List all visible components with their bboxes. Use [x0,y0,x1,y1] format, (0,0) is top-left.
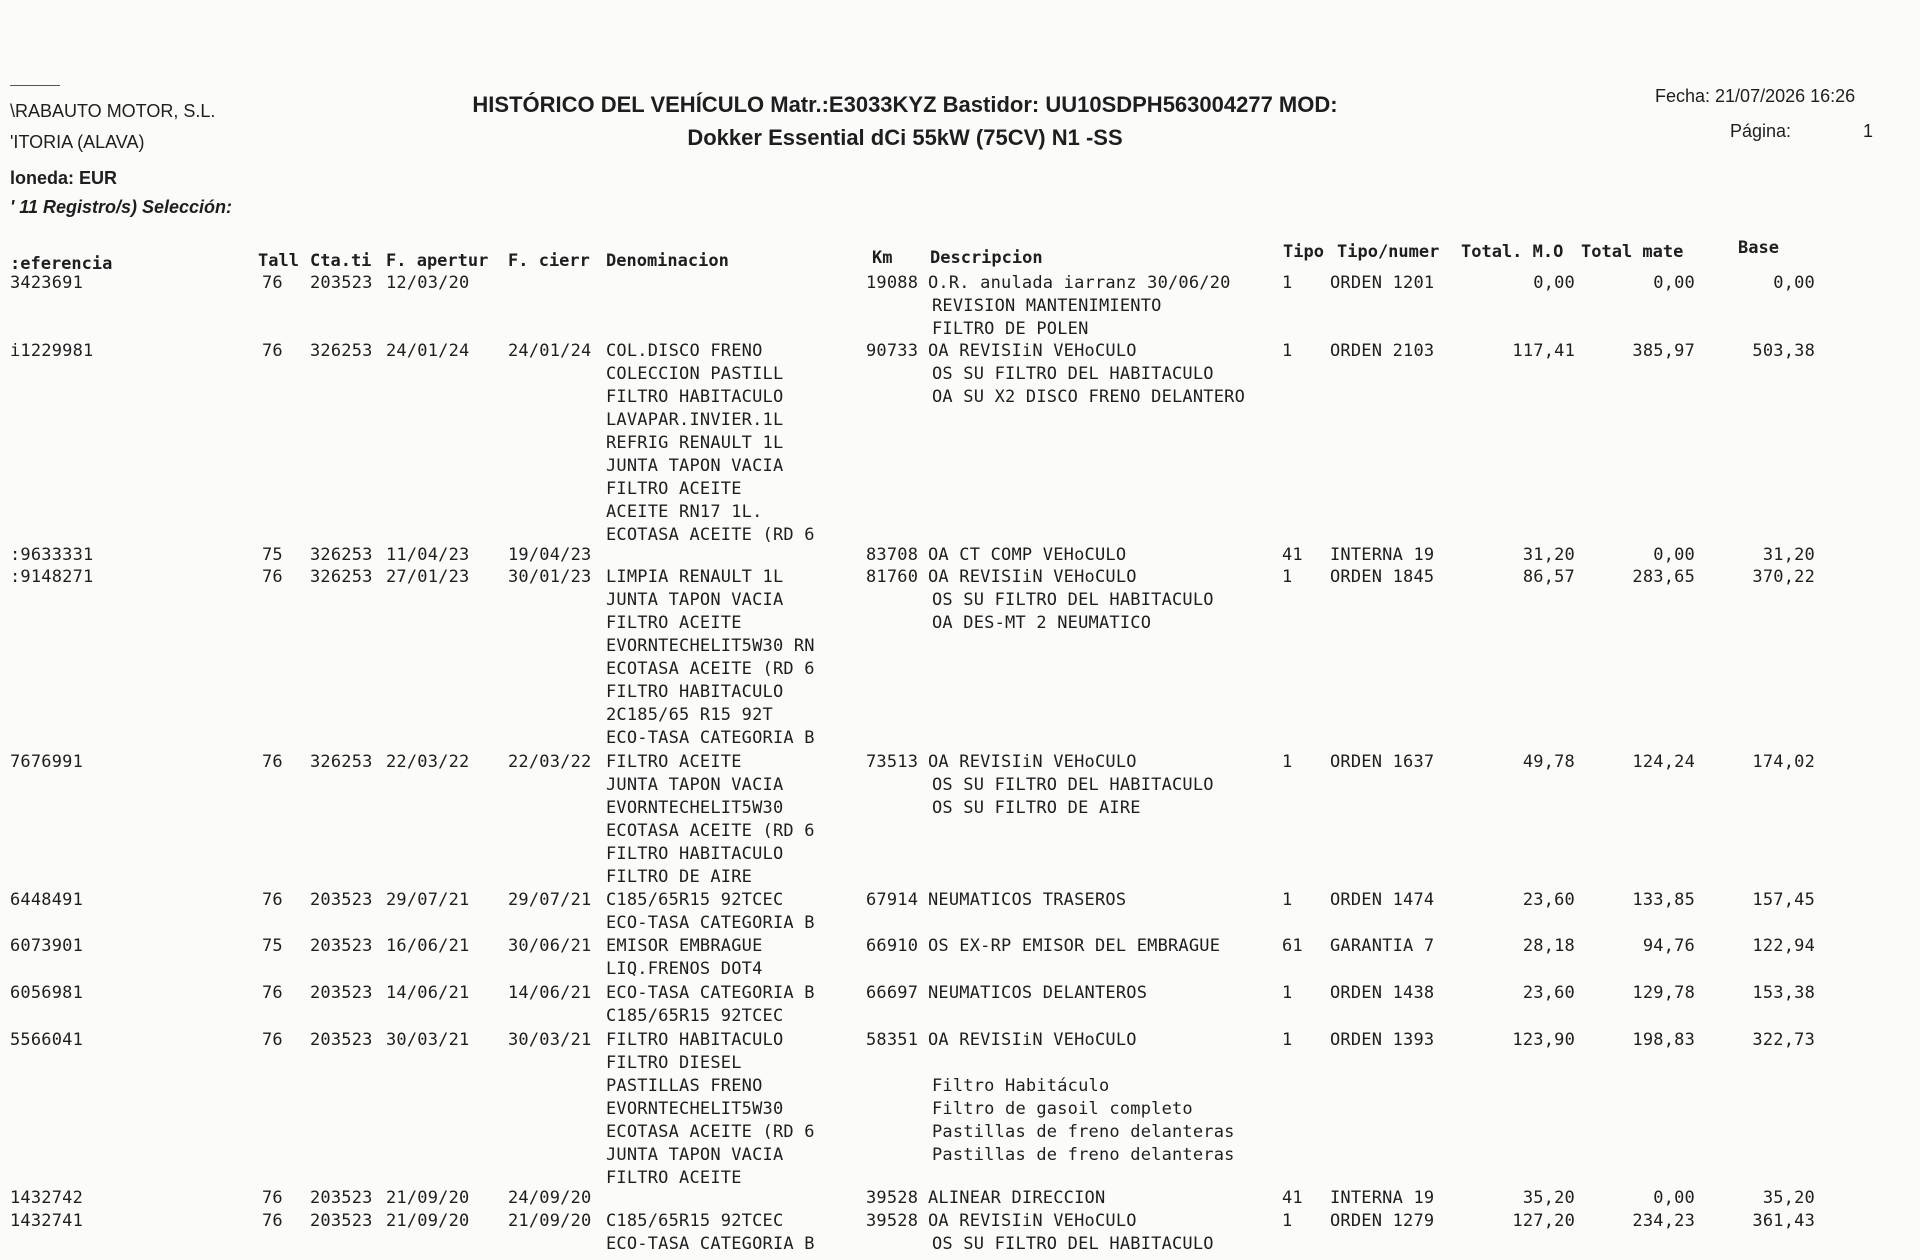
cell-fci: 30/03/21 [508,1030,592,1050]
cell-tmo: 49,78 [1522,752,1575,772]
cell-base: 322,73 [1752,1030,1815,1050]
cell-denominacion-line: REFRIG RENAULT 1L [606,433,784,453]
cell-fci: 14/06/21 [508,983,592,1003]
cell-km: 66910 [866,936,919,956]
cell-fap: 24/01/24 [386,341,470,361]
cell-descripcion-line: REVISION MANTENIMIENTO [932,296,1162,316]
cell-tmo: 23,60 [1522,983,1575,1003]
cell-denominacion-line: JUNTA TAPON VACIA [606,590,784,610]
cell-tall: 76 [262,567,283,587]
cell-tmat: 133,85 [1632,890,1695,910]
cell-tnum: GARANTIA 7 [1330,936,1435,956]
cell-ref: 1432742 [10,1188,84,1208]
cell-descripcion-line: OS SU FILTRO DEL HABITACULO [932,775,1214,795]
cell-denominacion-line: ECO-TASA CATEGORIA B [606,913,815,933]
cell-tnum: ORDEN 1201 [1330,273,1435,293]
cell-tnum: ORDEN 1279 [1330,1211,1435,1231]
cell-denominacion-line: ECOTASA ACEITE (RD 6 [606,525,815,545]
cell-base: 153,38 [1752,983,1815,1003]
cell-tipo: 61 [1282,936,1303,956]
records-selection: ' 11 Registro/s) Selección: [10,197,233,217]
cell-denominacion-line: EVORNTECHELIT5W30 RN [606,636,815,656]
page-title [380,88,1430,154]
cell-descripcion-line: OS SU FILTRO DEL HABITACULO [932,1234,1214,1254]
cell-descripcion-line: Filtro Habitáculo [932,1076,1110,1096]
cell-descripcion-line: OA REVISIiN VEHoCULO [928,1211,1137,1231]
cell-tmat: 124,24 [1632,752,1695,772]
cell-tall: 76 [262,1030,283,1050]
cell-fap: 29/07/21 [386,890,470,910]
cell-tipo: 41 [1282,545,1303,565]
cell-denominacion-line: ACEITE RN17 1L. [606,502,763,522]
cell-tipo: 41 [1282,1188,1303,1208]
cell-tmo: 35,20 [1522,1188,1575,1208]
cell-denominacion-line: EVORNTECHELIT5W30 [606,1099,784,1119]
cell-denominacion-line: FILTRO DE AIRE [606,867,753,887]
cell-denominacion-line: FILTRO HABITACULO [606,844,784,864]
cell-tmat: 94,76 [1642,936,1695,956]
cell-descripcion-line: OA REVISIiN VEHoCULO [928,752,1137,772]
cell-cta: 203523 [310,983,373,1003]
cell-descripcion-line: OS SU FILTRO DE AIRE [932,798,1141,818]
cell-cta: 203523 [310,936,373,956]
cell-denominacion-line: LAVAPAR.INVIER.1L [606,410,784,430]
cell-tnum: ORDEN 2103 [1330,341,1435,361]
cell-fci: 24/01/24 [508,341,592,361]
cell-denominacion-line: FILTRO HABITACULO [606,387,784,407]
cell-descripcion-line: Pastillas de freno delanteras [932,1145,1235,1165]
cell-denominacion-line: ECO-TASA CATEGORIA B [606,1234,815,1254]
cell-ref: 1432741 [10,1211,84,1231]
cell-cta: 203523 [310,273,373,293]
cell-fap: 14/06/21 [386,983,470,1003]
cell-ref: 6056981 [10,983,84,1003]
cell-tmo: 23,60 [1522,890,1575,910]
col-descripcion: Descripcion [930,248,1043,268]
cell-denominacion-line: FILTRO ACEITE [606,752,742,772]
cell-descripcion-line: OS SU FILTRO DEL HABITACULO [932,590,1214,610]
col-total-materiales: Total mate [1581,242,1684,262]
cell-tmo: 0,00 [1533,273,1575,293]
cell-tmat: 385,97 [1632,341,1695,361]
cell-descripcion-line: OA CT COMP VEHoCULO [928,545,1127,565]
cell-tnum: ORDEN 1845 [1330,567,1435,587]
cell-base: 174,02 [1752,752,1815,772]
cell-km: 83708 [866,545,919,565]
cell-tipo: 1 [1282,983,1293,1003]
cell-tall: 75 [262,936,283,956]
top-rule [10,85,60,86]
col-cuenta: Cta.ti [310,251,372,271]
cell-fap: 11/04/23 [386,545,470,565]
cell-fci: 19/04/23 [508,545,592,565]
cell-tmat: 283,65 [1632,567,1695,587]
cell-km: 66697 [866,983,919,1003]
title-line-2: Dokker Essential dCi 55kW (75CV) N1 -SS [687,125,1123,150]
cell-denominacion-line: ECOTASA ACEITE (RD 6 [606,1122,815,1142]
col-fecha-apertura: F. apertur [386,251,489,271]
cell-tmat: 0,00 [1653,545,1695,565]
cell-cta: 203523 [310,1188,373,1208]
cell-km: 19088 [866,273,919,293]
col-tipo-numero: Tipo/numer [1337,242,1440,262]
col-denominacion: Denominacion [606,251,729,271]
cell-tall: 75 [262,545,283,565]
cell-fap: 21/09/20 [386,1188,470,1208]
cell-denominacion-line: ECO-TASA CATEGORIA B [606,728,815,748]
cell-fci: 24/09/20 [508,1188,592,1208]
cell-denominacion-line: C185/65R15 92TCEC [606,1006,784,1026]
cell-fci: 21/09/20 [508,1211,592,1231]
cell-base: 361,43 [1752,1211,1815,1231]
cell-cta: 326253 [310,545,373,565]
cell-ref: 6448491 [10,890,84,910]
cell-tall: 76 [262,752,283,772]
cell-km: 90733 [866,341,919,361]
cell-denominacion-line: EVORNTECHELIT5W30 [606,798,784,818]
cell-descripcion-line: NEUMATICOS DELANTEROS [928,983,1148,1003]
cell-base: 35,20 [1762,1188,1815,1208]
cell-cta: 203523 [310,890,373,910]
cell-fap: 12/03/20 [386,273,470,293]
cell-tall: 76 [262,890,283,910]
cell-denominacion-line: FILTRO HABITACULO [606,1030,784,1050]
cell-ref: 5566041 [10,1030,84,1050]
cell-denominacion-line: C185/65R15 92TCEC [606,1211,784,1231]
cell-descripcion-line: ALINEAR DIRECCION [928,1188,1106,1208]
cell-denominacion-line: FILTRO ACEITE [606,613,742,633]
cell-tmat: 129,78 [1632,983,1695,1003]
cell-tmo: 123,90 [1512,1030,1575,1050]
report-date: Fecha: 21/07/2026 16:26 [1655,86,1856,106]
title-line-1: HISTÓRICO DEL VEHÍCULO Matr.:E3033KYZ Bastidor: UU10SDPH563004277 MOD: [472,92,1338,117]
cell-denominacion-line: LIMPIA RENAULT 1L [606,567,784,587]
cell-tipo: 1 [1282,752,1293,772]
cell-fap: 22/03/22 [386,752,470,772]
cell-km: 67914 [866,890,919,910]
cell-fci: 30/06/21 [508,936,592,956]
cell-descripcion-line: OA DES-MT 2 NEUMATICO [932,613,1152,633]
cell-denominacion-line: JUNTA TAPON VACIA [606,1145,784,1165]
cell-tnum: INTERNA 19 [1330,1188,1435,1208]
cell-tall: 76 [262,273,283,293]
cell-denominacion-line: PASTILLAS FRENO [606,1076,763,1096]
cell-tmo: 28,18 [1522,936,1575,956]
cell-base: 122,94 [1752,936,1815,956]
cell-ref: i1229981 [10,341,94,361]
cell-descripcion-line: OS EX-RP EMISOR DEL EMBRAGUE [928,936,1221,956]
cell-tnum: ORDEN 1637 [1330,752,1435,772]
col-total-mo: Total. M.O [1461,242,1564,262]
cell-km: 39528 [866,1188,919,1208]
cell-base: 370,22 [1752,567,1815,587]
cell-descripcion-line: Pastillas de freno delanteras [932,1122,1235,1142]
cell-denominacion-line: ECO-TASA CATEGORIA B [606,983,815,1003]
cell-denominacion-line: ECOTASA ACEITE (RD 6 [606,659,815,679]
cell-ref: :9148271 [10,567,94,587]
cell-descripcion-line: NEUMATICOS TRASEROS [928,890,1127,910]
cell-tipo: 1 [1282,273,1293,293]
page-number: 1 [1863,121,1874,141]
cell-tipo: 1 [1282,1030,1293,1050]
cell-km: 73513 [866,752,919,772]
col-fecha-cierre: F. cierr [508,251,590,271]
cell-tall: 76 [262,1188,283,1208]
cell-denominacion-line: ECOTASA ACEITE (RD 6 [606,821,815,841]
currency-label: loneda: EUR [10,168,118,188]
company-city: 'ITORIA (ALAVA) [10,132,145,152]
cell-denominacion-line: 2C185/65 R15 92T [606,705,773,725]
cell-cta: 326253 [310,567,373,587]
cell-tipo: 1 [1282,1211,1293,1231]
cell-cta: 326253 [310,752,373,772]
cell-fap: 16/06/21 [386,936,470,956]
cell-tnum: ORDEN 1474 [1330,890,1435,910]
col-km: Km [872,248,893,268]
cell-cta: 203523 [310,1030,373,1050]
cell-tmo: 127,20 [1512,1211,1575,1231]
cell-tnum: INTERNA 19 [1330,545,1435,565]
cell-fap: 30/03/21 [386,1030,470,1050]
cell-km: 39528 [866,1211,919,1231]
cell-fci: 30/01/23 [508,567,592,587]
cell-cta: 326253 [310,341,373,361]
cell-tmat: 0,00 [1653,1188,1695,1208]
cell-denominacion-line: C185/65R15 92TCEC [606,890,784,910]
cell-ref: 6073901 [10,936,84,956]
cell-tall: 76 [262,983,283,1003]
cell-denominacion-line: FILTRO HABITACULO [606,682,784,702]
cell-ref: :9633331 [10,545,94,565]
col-taller: Tall [258,251,299,271]
company-name: \RABAUTO MOTOR, S.L. [10,101,216,121]
cell-denominacion-line: COLECCION PASTILL [606,364,784,384]
cell-tipo: 1 [1282,341,1293,361]
cell-base: 157,45 [1752,890,1815,910]
cell-tall: 76 [262,341,283,361]
cell-tipo: 1 [1282,890,1293,910]
cell-tnum: ORDEN 1393 [1330,1030,1435,1050]
cell-denominacion-line: LIQ.FRENOS DOT4 [606,959,763,979]
cell-base: 503,38 [1752,341,1815,361]
cell-tmat: 0,00 [1653,273,1695,293]
cell-denominacion-line: COL.DISCO FRENO [606,341,763,361]
cell-descripcion-line: Filtro de gasoil completo [932,1099,1193,1119]
cell-base: 0,00 [1773,273,1815,293]
cell-fci: 29/07/21 [508,890,592,910]
page-label: Página: [1730,121,1792,141]
cell-fap: 27/01/23 [386,567,470,587]
cell-km: 81760 [866,567,919,587]
cell-denominacion-line: FILTRO ACEITE [606,1168,742,1188]
col-tipo: Tipo [1283,242,1324,262]
cell-denominacion-line: EMISOR EMBRAGUE [606,936,763,956]
cell-ref: 3423691 [10,273,84,293]
cell-tmo: 86,57 [1522,567,1575,587]
cell-denominacion-line: FILTRO DIESEL [606,1053,742,1073]
cell-descripcion-line: FILTRO DE POLEN [932,319,1089,339]
cell-tmat: 234,23 [1632,1211,1695,1231]
cell-denominacion-line: JUNTA TAPON VACIA [606,456,784,476]
cell-descripcion-line: OA SU X2 DISCO FRENO DELANTERO [932,387,1246,407]
cell-denominacion-line: JUNTA TAPON VACIA [606,775,784,795]
cell-tmo: 31,20 [1522,545,1575,565]
cell-fci: 22/03/22 [508,752,592,772]
cell-base: 31,20 [1762,545,1815,565]
cell-ref: 7676991 [10,752,84,772]
cell-tmat: 198,83 [1632,1030,1695,1050]
cell-descripcion-line: OA REVISIiN VEHoCULO [928,1030,1137,1050]
col-base: Base [1738,238,1779,258]
cell-tall: 76 [262,1211,283,1231]
cell-descripcion-line: OS SU FILTRO DEL HABITACULO [932,364,1214,384]
cell-descripcion-line: OA REVISIiN VEHoCULO [928,567,1137,587]
cell-tnum: ORDEN 1438 [1330,983,1435,1003]
cell-fap: 21/09/20 [386,1211,470,1231]
cell-cta: 203523 [310,1211,373,1231]
col-referencia: :eferencia [10,254,113,274]
cell-descripcion-line: O.R. anulada iarranz 30/06/20 [928,273,1231,293]
cell-tmo: 117,41 [1512,341,1575,361]
cell-tipo: 1 [1282,567,1293,587]
cell-descripcion-line: OA REVISIiN VEHoCULO [928,341,1137,361]
cell-km: 58351 [866,1030,919,1050]
cell-denominacion-line: FILTRO ACEITE [606,479,742,499]
